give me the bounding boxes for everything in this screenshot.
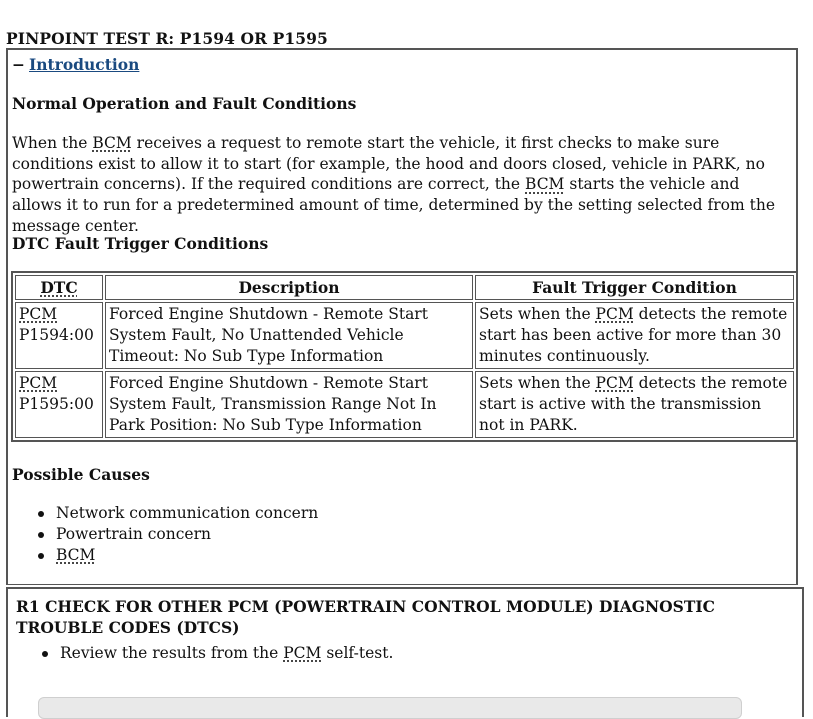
abbr-bcm[interactable]: BCM <box>525 175 565 194</box>
dtc-table <box>11 271 798 442</box>
abbr-bcm[interactable]: BCM <box>92 134 132 152</box>
abbr-pcm[interactable]: PCM <box>283 644 322 662</box>
page-title: PINPOINT TEST R: P1594 OR P1595 <box>6 29 328 48</box>
column-header-dtc: DTC <box>15 275 103 300</box>
dtc-condition-cell: Sets when the PCM detects the remote start has been active for more than 30 minutes continuously. <box>475 302 794 369</box>
table-row <box>15 302 794 369</box>
introduction-link[interactable]: Introduction <box>29 55 140 74</box>
abbr-pcm[interactable]: PCM <box>19 374 58 392</box>
possible-causes-list <box>56 503 318 566</box>
column-header-description: Description <box>105 275 473 300</box>
column-header-fault-trigger: Fault Trigger Condition <box>475 275 794 300</box>
list-item <box>56 545 318 566</box>
dtc-fault-heading: DTC Fault Trigger Conditions <box>12 234 269 253</box>
introduction-toggle[interactable] <box>12 55 139 74</box>
collapse-icon[interactable]: − <box>12 55 25 74</box>
step-r1-list <box>60 643 393 664</box>
list-item: Review the results from the PCM self-test. <box>60 644 394 662</box>
list-item: Network communication concern <box>56 504 319 522</box>
normal-operation-paragraph: When the BCM receives a request to remote start the vehicle, it first checks to make sure conditions exist to allow it to start (for example, the hood and doors closed, vehicle in PARK, no powertrain concerns). If the required conditions are correct, the BCM starts the vehicle and allows it to run for a predetermined amount of time, determined by the setting selected from the message center. <box>12 134 776 235</box>
dtc-description-cell: Forced Engine Shutdown - Remote Start System Fault, Transmission Range Not In Park Position: No Sub Type Information <box>105 371 473 438</box>
dtc-code-cell: PCM P1594:00 <box>15 302 103 369</box>
abbr-pcm[interactable]: PCM <box>595 305 634 323</box>
dtc-code-cell: PCM P1595:00 <box>15 371 103 438</box>
table-row <box>15 371 794 438</box>
dtc-condition-cell: Sets when the PCM detects the remote start is active with the transmission not in PARK. <box>475 371 794 438</box>
dtc-description-cell: Forced Engine Shutdown - Remote Start System Fault, No Unattended Vehicle Timeout: No Sub Type Information <box>105 302 473 369</box>
possible-causes-heading: Possible Causes <box>12 465 150 484</box>
result-panel <box>38 697 742 719</box>
normal-operation-heading: Normal Operation and Fault Conditions <box>12 94 357 113</box>
list-item: Powertrain concern <box>56 524 318 545</box>
table-header-row <box>15 275 794 300</box>
abbr-bcm[interactable]: BCM <box>56 546 96 564</box>
step-r1-title: R1 CHECK FOR OTHER PCM (POWERTRAIN CONTROL MODULE) DIAGNOSTIC TROUBLE CODES (DTCS) <box>16 597 715 637</box>
abbr-pcm[interactable]: PCM <box>19 305 58 323</box>
abbr-pcm[interactable]: PCM <box>595 374 634 392</box>
